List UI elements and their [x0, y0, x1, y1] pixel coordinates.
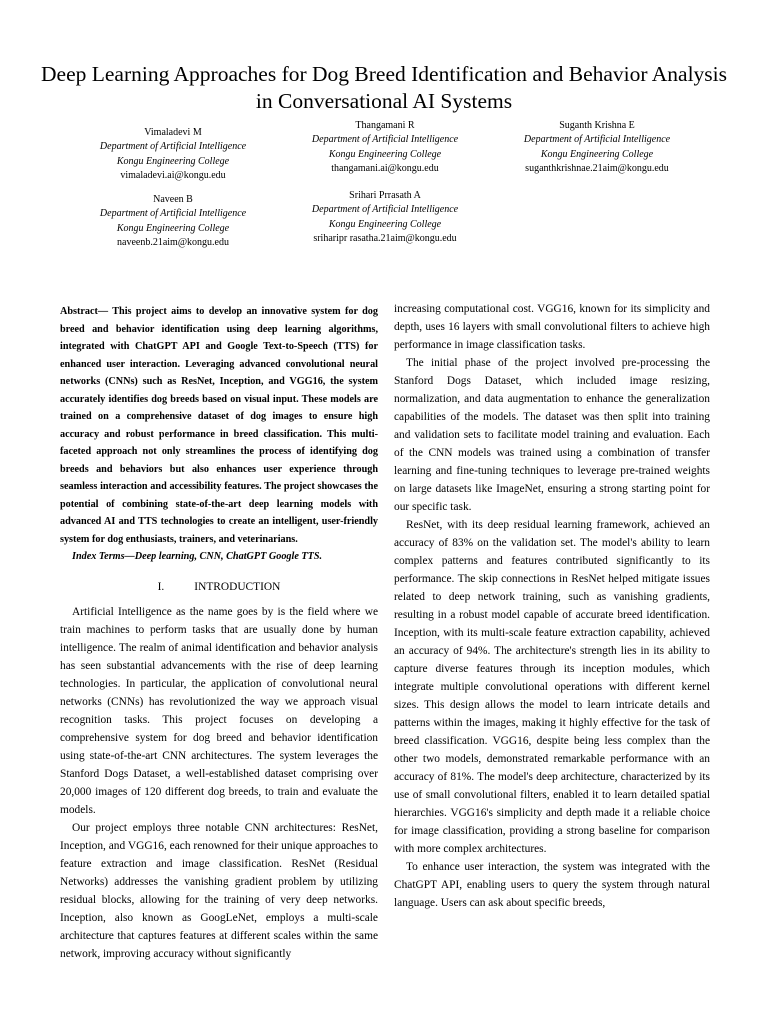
author-department: Department of Artificial Intelligence — [311, 204, 459, 216]
author-institution: Kongu Engineering College — [328, 148, 442, 160]
right-column — [394, 300, 710, 912]
author-block-thangamani — [280, 119, 490, 176]
author-email: thangamani.ai@kongu.edu — [331, 162, 439, 174]
author-department: Department of Artificial Intelligence — [99, 208, 247, 220]
author-name: Vimaladevi M — [144, 127, 202, 138]
body-paragraph: The initial phase of the project involved pre-processing the Stanford Dogs Dataset, which included image resizing, normalization, and data augmentation to enhance the generalization capabilities of the models. The dataset was then split into training and validation sets to facilitate model training and evaluation. Each of the CNN models was trained using a combination of transfer learning and fine-tuning techniques to leverage pre-trained weights on large datasets like ImageNet, ensuring a strong starting point for our specific task. — [394, 357, 710, 513]
left-column — [60, 303, 378, 963]
body-paragraph: ResNet, with its deep residual learning framework, achieved an accuracy of 83% on the validation set. The model's ability to learn complex patterns and features contributed significantly to its performance. The skip connections in ResNet helped mitigate issues related to deep network training, such as vanishing gradients, resulting in a robust model capable of accurate breed identification. Inception, with its multi-scale feature extraction capability, achieved an accuracy of 94%. The architecture's strength lies in its ability to capture diverse features through its inception modules, which integrate multiple convolutional operations with different kernel sizes. This design allows the model to learn intricate details and patterns within the images, making it highly effective for the task of breed classification. VGG16, despite being less complex than the other two models, demonstrated remarkable performance with an accuracy of 81%. The model's deep architecture, characterized by its use of small convolutional filters, enabled it to learn detailed spatial hierarchies. VGG16's simplicity and depth made it a reliable choice for image classification, providing a strong baseline for comparison with more complex architectures. — [394, 519, 710, 855]
body-paragraph: To enhance user interaction, the system was integrated with the ChatGPT API, enabling users to query the system through natural language. Users can ask about specific breeds, — [394, 861, 710, 909]
author-department: Department of Artificial Intelligence — [523, 134, 671, 146]
author-institution: Kongu Engineering College — [540, 148, 654, 160]
author-institution: Kongu Engineering College — [116, 155, 230, 167]
author-block-suganth — [492, 119, 702, 176]
body-paragraph: Our project employs three notable CNN architectures: ResNet, Inception, and VGG16, each renowned for their unique approaches to feature extraction and image classification. ResNet (Residual Networks) addresses the vanishing gradient problem by utilizing residual blocks, allowing for the training of very deep networks. Inception, also known as GoogLeNet, employs a multi-scale architecture that captures features at different scales within the same network, improving accuracy without significantly — [60, 822, 378, 960]
author-department: Department of Artificial Intelligence — [311, 134, 459, 146]
author-email: naveenb.21aim@kongu.edu — [117, 236, 229, 248]
author-institution: Kongu Engineering College — [116, 222, 230, 234]
section-number: I. — [157, 581, 165, 593]
section-heading-introduction — [60, 578, 378, 596]
section-title: INTRODUCTION — [194, 581, 281, 593]
author-block-vimaladevi — [68, 126, 278, 183]
author-email: suganthkrishnae.21aim@kongu.edu — [525, 162, 669, 174]
paper-title: Deep Learning Approaches for Dog Breed Identification and Behavior Analysis in Conversational AI Systems — [41, 62, 727, 113]
body-paragraph: Artificial Intelligence as the name goes by is the field where we train machines to perform tasks that are usually done by human intelligence. The realm of animal identification and behavior analysis has seen substantial advancements with the rise of deep learning technologies. In particular, the application of convolutional neural networks (CNNs) has revolutionized the way we approach visual recognition tasks. This project focuses on developing a comprehensive system for dog breed and behavior identification using state-of-the-art CNN architectures. The system leverages the Stanford Dogs Dataset, a well-established dataset comprising over 20,000 images of 120 different dog breeds, to train and evaluate the models. — [60, 606, 378, 816]
author-institution: Kongu Engineering College — [328, 218, 442, 230]
index-terms: Index Terms—Deep learning, CNN, ChatGPT Google TTS. — [72, 551, 323, 562]
author-name: Naveen B — [153, 194, 193, 205]
author-department: Department of Artificial Intelligence — [99, 141, 247, 153]
author-block-naveen — [68, 193, 278, 250]
author-email: sriharipr rasatha.21aim@kongu.edu — [313, 232, 457, 244]
author-name: Suganth Krishna E — [559, 120, 635, 131]
author-name: Thangamani R — [355, 120, 415, 131]
author-email: vimaladevi.ai@kongu.edu — [120, 169, 226, 181]
abstract: Abstract— This project aims to develop an innovative system for dog breed and behavior identification using deep learning algorithms, integrated with ChatGPT API and Google Text-to-Speech (TTS) for enhanced user interaction. Leveraging advanced convolutional neural networks (CNNs) such as ResNet, Inception, and VGG16, the system accurately identifies dog breeds based on visual input. These models are trained on a comprehensive dataset of dog images to ensure high accuracy and robust performance in breed classification. This multi-faceted approach not only streamlines the process of identifying dog breeds and behaviors but also enhances user experience through seamless interaction and accessibility features. The project showcases the potential of combining state-of-the-art deep learning models with advanced AI and TTS technologies to create an intelligent, user-friendly system for dog enthusiasts, trainers, and veterinarians. — [60, 306, 378, 545]
author-name: Srihari Prrasath A — [349, 190, 421, 201]
body-paragraph: increasing computational cost. VGG16, known for its simplicity and depth, uses 16 layers with small convolutional filters to achieve high performance in image classification tasks. — [394, 303, 710, 351]
author-block-srihari — [280, 189, 490, 246]
